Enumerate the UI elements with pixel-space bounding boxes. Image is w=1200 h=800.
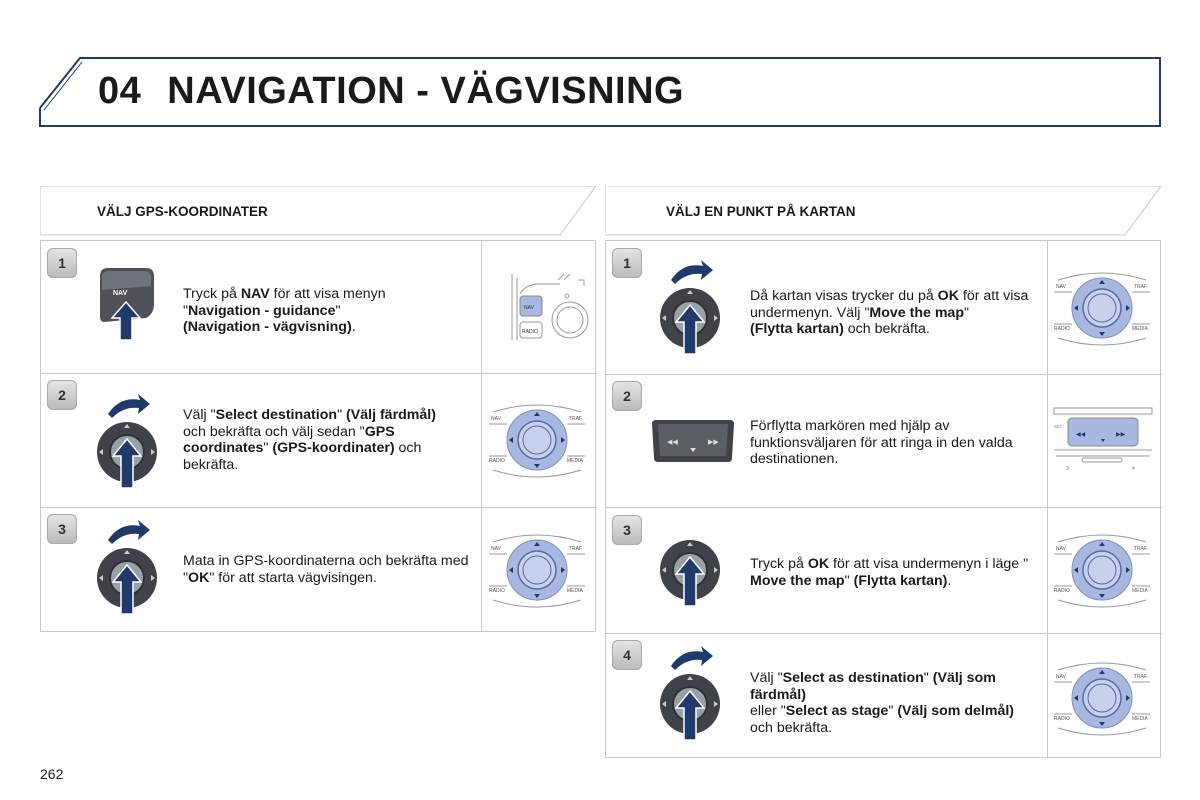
svg-text:TRAF.: TRAF. [569, 546, 583, 552]
step-number-badge: 3 [47, 514, 77, 544]
svg-text:MEDIA: MEDIA [567, 458, 583, 464]
svg-text:NAV: NAV [491, 546, 501, 552]
left-section-heading [40, 186, 596, 236]
svg-text:◀◀: ◀◀ [667, 438, 678, 446]
step-description: Välj "Select destination" (Välj färdmål) och bekräfta och välj sedan "GPS coordinates" (GPS-koordinater) och bekräfta. [183, 407, 436, 473]
svg-text:◀◀: ◀◀ [1076, 431, 1086, 438]
svg-text:4: 4 [1132, 466, 1135, 472]
svg-text:TRAF.: TRAF. [1134, 546, 1148, 552]
svg-text:▶▶: ▶▶ [1116, 431, 1126, 438]
step-number-badge: 3 [612, 515, 642, 545]
svg-text:NAV: NAV [1056, 546, 1066, 552]
step-description: Tryck på NAV för att visa menyn "Navigation - guidance" (Navigation - vägvisning). [183, 286, 386, 335]
svg-text:3: 3 [1066, 466, 1069, 472]
step-description: Välj "Select as destination" (Välj som färdmål) eller "Select as stage" (Välj som delmål) och bekräfta. [750, 670, 1014, 736]
svg-text:RADIO: RADIO [1054, 716, 1070, 722]
step-number-badge: 4 [612, 640, 642, 670]
rotary-knob-press-icon [657, 644, 723, 744]
svg-text:NAV: NAV [1056, 674, 1066, 680]
step-number-badge: 1 [612, 248, 642, 278]
console-knob-illustration [487, 400, 587, 480]
right-section-title: VÄLJ EN PUNKT PÅ KARTAN [666, 204, 856, 219]
svg-text:SET: SET [1054, 424, 1062, 429]
console-knob-illustration [1052, 530, 1152, 610]
rotary-knob-press-icon [657, 510, 723, 610]
step-description: Förflytta markören med hjälp av funktionsväljaren för att ringa in den valda destinationen. [750, 418, 1013, 467]
svg-text:MEDIA: MEDIA [1132, 716, 1148, 722]
left-section-title: VÄLJ GPS-KOORDINATER [97, 204, 268, 219]
svg-text:MEDIA: MEDIA [1132, 326, 1148, 332]
step-number-badge: 2 [612, 381, 642, 411]
chapter-name: NAVIGATION - VÄGVISNING [167, 70, 685, 112]
chapter-title [98, 70, 684, 113]
page-number: 262 [40, 766, 64, 782]
console-knob-illustration [487, 530, 587, 610]
svg-text:TRAF.: TRAF. [1134, 674, 1148, 680]
nav-button-label: NAV [113, 290, 128, 297]
rotary-knob-press-icon [94, 518, 160, 618]
svg-text:TRAF.: TRAF. [1134, 284, 1148, 290]
step-number-badge: 2 [47, 380, 77, 410]
svg-text:RADIO: RADIO [1054, 588, 1070, 594]
svg-text:NAV: NAV [524, 305, 534, 311]
console-knob-illustration [1052, 268, 1152, 348]
step-description: Mata in GPS-koordinaterna och bekräfta med "OK" för att starta vägvisingen. [183, 553, 469, 586]
rotary-knob-press-icon [657, 258, 723, 358]
right-section-heading [605, 186, 1161, 236]
svg-text:MEDIA: MEDIA [567, 588, 583, 594]
svg-text:RADIO: RADIO [1054, 326, 1070, 332]
step-number-badge: 1 [47, 248, 77, 278]
svg-text:NAV: NAV [491, 416, 501, 422]
svg-text:RADIO: RADIO [489, 588, 505, 594]
svg-text:TRAF.: TRAF. [569, 416, 583, 422]
nav-button-press-icon [96, 262, 160, 346]
chapter-number: 04 [98, 70, 142, 112]
svg-text:NAV: NAV [1056, 284, 1066, 290]
svg-text:RADIO: RADIO [489, 458, 505, 464]
step-description: Då kartan visas trycker du på OK för att visa undermenyn. Välj "Move the map" (Flytta kartan) och bekräfta. [750, 288, 1029, 337]
svg-text:RADIO: RADIO [522, 329, 538, 335]
console-knob-illustration [1052, 658, 1152, 738]
console-nav-illustration [490, 268, 590, 348]
function-selector-icon [648, 416, 738, 466]
console-selector-illustration [1052, 406, 1154, 478]
step-description: Tryck på OK för att visa undermenyn i läge " Move the map" (Flytta kartan). [750, 556, 1029, 589]
svg-text:▶▶: ▶▶ [708, 438, 719, 446]
svg-text:MEDIA: MEDIA [1132, 588, 1148, 594]
rotary-knob-press-icon [94, 392, 160, 492]
